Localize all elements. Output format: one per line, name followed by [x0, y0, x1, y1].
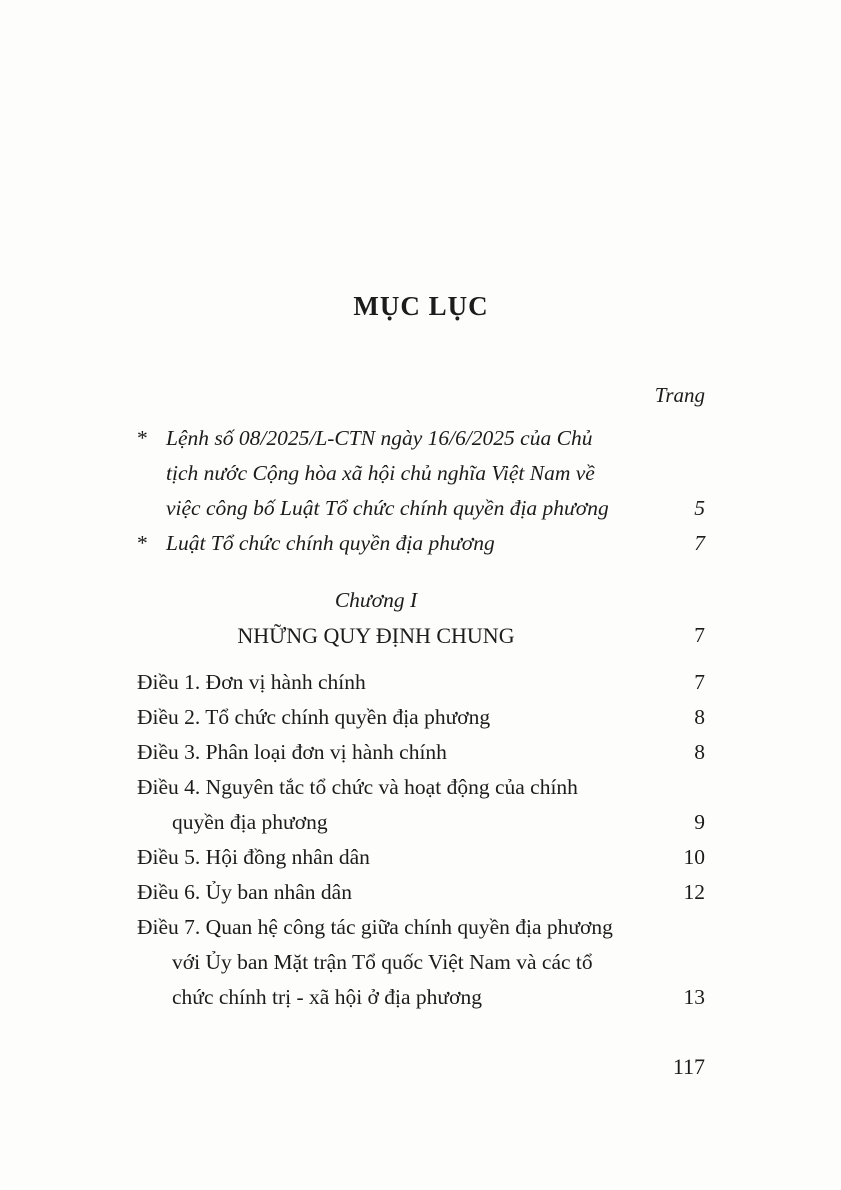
toc-page-number: 8 — [694, 740, 705, 764]
articles-list — [137, 665, 705, 1015]
toc-entry-text: Điều 1. Đơn vị hành chính — [137, 670, 366, 694]
toc-entry-text: Luật Tổ chức chính quyền địa phương — [166, 531, 495, 555]
toc-page-number: 7 — [694, 670, 705, 694]
toc-list — [137, 421, 705, 1015]
toc-entry-text: Điều 6. Ủy ban nhân dân — [137, 880, 352, 904]
page-column-header: Trang — [654, 383, 705, 407]
toc-entry-lenh — [137, 421, 705, 526]
chapter-title: NHỮNG QUY ĐỊNH CHUNG — [237, 623, 515, 648]
chapter-label: Chương I — [334, 588, 418, 612]
page-title: MỤC LỤC — [353, 291, 489, 321]
toc-entry-text: Điều 5. Hội đồng nhân dân — [137, 845, 370, 869]
toc-page-number: 5 — [694, 496, 705, 520]
toc-entry-article — [137, 840, 705, 875]
toc-page-number: 9 — [694, 810, 705, 834]
asterisk-marker: * — [137, 426, 148, 450]
toc-entry-text: Điều 4. Nguyên tắc tổ chức và hoạt động của chính quyền địa phương — [137, 775, 578, 834]
toc-entry-article — [137, 735, 705, 770]
book-page-number: 117 — [672, 1054, 705, 1079]
toc-entry-article — [137, 700, 705, 735]
toc-entry-text: Lệnh số 08/2025/L-CTN ngày 16/6/2025 của Chủ tịch nước Cộng hòa xã hội chủ nghĩa Việt Nam về việc công bố Luật Tổ chức chính quyền địa phương — [166, 426, 609, 520]
toc-page-number: 8 — [694, 705, 705, 729]
toc-entry-article — [137, 875, 705, 910]
toc-page-number: 13 — [683, 985, 705, 1009]
chapter-title-row — [137, 618, 705, 653]
toc-entry-text-wrap — [137, 526, 615, 561]
toc-entry-text: Điều 2. Tổ chức chính quyền địa phương — [137, 705, 491, 729]
toc-entry-text-wrap — [137, 421, 615, 526]
asterisk-marker: * — [137, 531, 148, 555]
toc-page-number: 12 — [683, 880, 705, 904]
chapter-page-number: 7 — [694, 623, 705, 647]
toc-page-number: 7 — [694, 531, 705, 555]
toc-page-number: 10 — [683, 845, 705, 869]
toc-entry-text: Điều 3. Phân loại đơn vị hành chính — [137, 740, 447, 764]
toc-entry-article — [137, 665, 705, 700]
toc-entry-article — [137, 910, 705, 1015]
toc-content — [137, 0, 705, 1015]
toc-entry-luat — [137, 526, 705, 561]
toc-entry-text: Điều 7. Quan hệ công tác giữa chính quyền địa phương với Ủy ban Mặt trận Tổ quốc Việt Nam và các tổ chức chính trị - xã hội ở địa phương — [137, 915, 613, 1009]
toc-entry-article — [137, 770, 705, 840]
